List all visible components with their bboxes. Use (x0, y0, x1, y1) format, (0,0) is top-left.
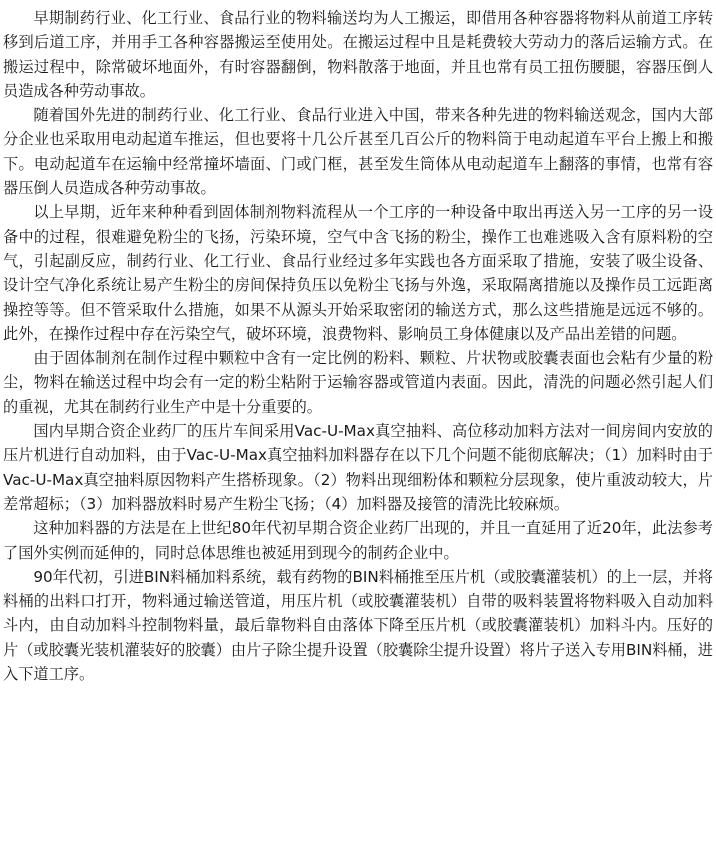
paragraph-bin-system: 90年代初，引进BIN料桶加料系统，载有药物的BIN料桶推至压片机（或胶囊灌装机）的上一层，并将料桶的出料口打开，物料通过输送管道，用压片机（或胶囊灌装机）自带的吸料装置将物料吸入自动加料斗内，由自动加料斗控制物料量，最后靠物料自由落体下降至压片机（或胶囊灌装机）加料斗内。压好的片（或胶囊光装机灌装好的胶囊）由片子除尘提升设置（胶囊除尘提升设置）将片子送入专用BIN料桶，进入下道工序。 (3, 567, 713, 684)
paragraph-dust-problems: 以上早期，近年来种种看到固体制剂物料流程从一个工序的一种设备中取出再送入另一工序的另一设备中的过程，很难避免粉尘的飞扬，污染环境，空气中含飞扬的粉尘，操作工也难逃吸入含有原料粉的空气，引起副反应，制药行业、化工行业、食品行业经过多年实践也各方面采取了措施，安装了吸尘设备、设计空气净化系统让易产生粉尘的房间保持负压以免粉尘飞扬与外逸，采取隔离措施以及操作员工远距离操控等等。但不管采取什么措施，如果不从源头开始采取密闭的输送方式，那么这些措施是远远不够的。此外，在操作过程中存在污染空气，破坏环境，浪费物料、影响员工身体健康以及产品出差错的问题。 (3, 203, 713, 343)
paragraph-cleaning: 由于固体制剂在制作过程中颗粒中含有一定比例的粉料、颗粒、片状物或胶囊表面也会粘有少量的粉尘，物料在输送过程中均会有一定的粉尘粘附于运输容器或管道内表面。因此，清洗的问题必然引起人们的重视，尤其在制药行业生产中是十分重要的。 (3, 349, 713, 416)
paragraph-history: 这种加料器的方法是在上世纪80年代初早期合资企业药厂出现的，并且一直延用了近20年，此法参考了国外实例而延伸的，同时总体思维也被延用到现今的制药企业中。 (3, 519, 713, 562)
paragraph-vac-u-max: 国内早期合资企业药厂的压片车间采用Vac-U-Max真空抽料、高位移动加料方法对一间房间内安放的压片机进行自动加料，由于Vac-U-Max真空抽料加料器存在以下几个问题不能彻底解决；（1）加料时由于Vac-U-Max真空抽料原因物料产生搭桥现象。（2）物料出现细粉体和颗粒分层现象，使片重波动较大，片差常超标；（3）加料器放料时易产生粉尘飞扬；（4）加料器及接管的清洗比较麻烦。 (3, 422, 713, 513)
paragraph-manual-handling: 早期制药行业、化工行业、食品行业的物料输送均为人工搬运，即借用各种容器将物料从前道工序转移到后道工序，并用手工各种容器搬运至使用处。在搬运过程中且是耗费较大劳动力的落后运输方式。在搬运过程中，除常破坏地面外，有时容器翻倒，物料散落于地面，并且也常有员工扭伤腰腿，容器压倒人员造成各种劳动事故。 (3, 9, 713, 100)
paragraph-electric-cart: 随着国外先进的制药行业、化工行业、食品行业进入中国，带来各种先进的物料输送观念，国内大部分企业也采取用电动起道车推运，但也要将十几公斤甚至几百公斤的物料筒于电动起道车平台上搬上和搬下。电动起道车在运输中经常撞坏墙面、门或门框，甚至发生筒体从电动起道车上翻落的事情，也常有容器压倒人员造成各种劳动事故。 (3, 106, 713, 198)
document-body (3, 6, 713, 686)
